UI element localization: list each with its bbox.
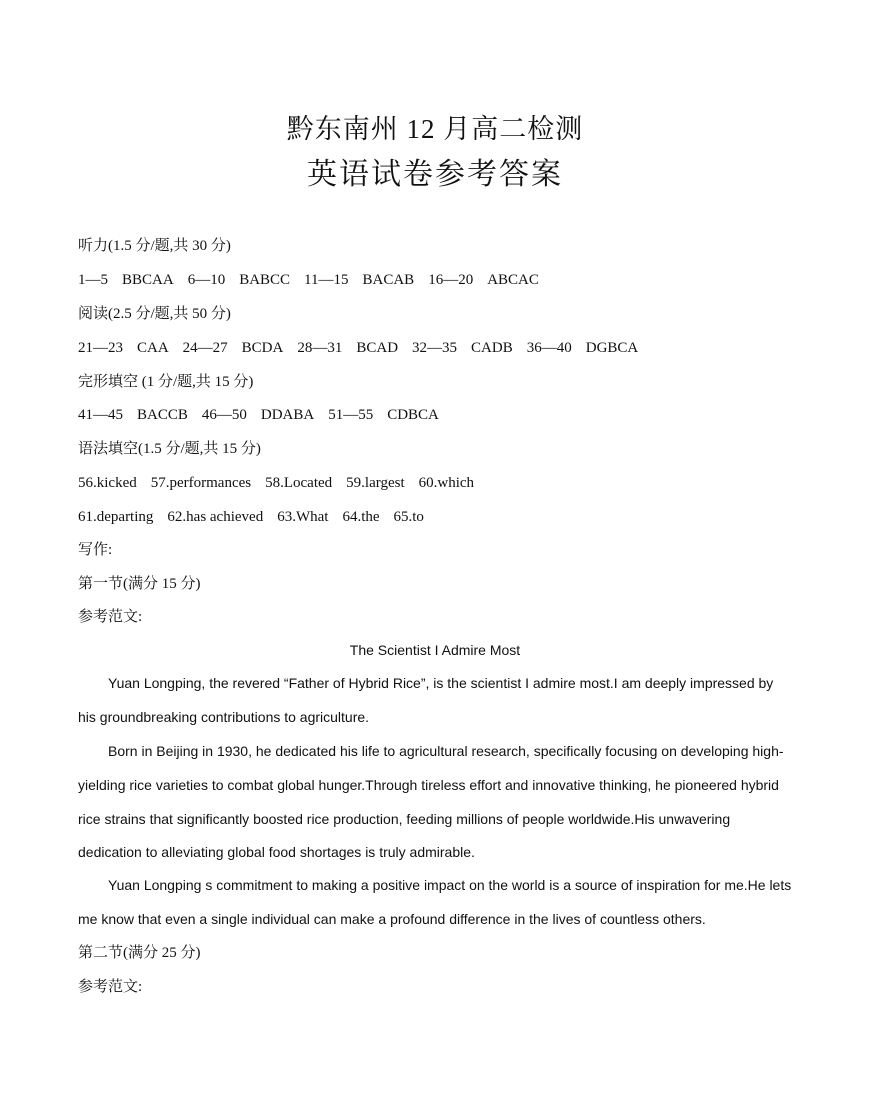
reading-heading: 阅读(2.5 分/题,共 50 分) [78, 306, 231, 322]
grammar-answer: 58.Located [265, 475, 333, 491]
cloze-heading: 完形填空 (1 分/题,共 15 分) [78, 374, 254, 390]
answer-key-title: 英语试卷参考答案 [307, 158, 563, 191]
answer-letters: BCDA [241, 340, 284, 356]
answer-letters: BBCAA [122, 272, 174, 288]
writing-part2-sample-label: 参考范文: [78, 979, 143, 995]
answer-range: 41—45 [78, 407, 123, 423]
answer-range: 32—35 [412, 340, 458, 356]
grammar-answer: 57.performances [150, 475, 252, 491]
answer-range: 36—40 [526, 340, 572, 356]
answer-range: 28—31 [297, 340, 343, 356]
writing-part1-heading: 第一节(满分 15 分) [78, 576, 201, 592]
grammar-answer: 65.to [393, 509, 424, 525]
essay-paragraph-1: Yuan Longping, the revered “Father of Hybrid Rice”, is the scientist I admire most.I am deeply impressed by his groundbreaking contributions to agriculture. [78, 675, 774, 725]
answer-letters: CADB [471, 340, 513, 356]
answer-range: 1—5 [78, 272, 108, 288]
answer-letters: BABCC [239, 272, 291, 288]
listening-heading: 听力(1.5 分/题,共 30 分) [78, 238, 231, 254]
answer-letters: CDBCA [387, 407, 439, 423]
answer-range: 46—50 [201, 407, 247, 423]
exam-title: 黔东南州 12 月高二检测 [286, 114, 584, 144]
writing-heading: 写作: [78, 542, 113, 558]
answer-range: 16—20 [428, 272, 474, 288]
answer-letters: BCAD [356, 340, 399, 356]
answer-range: 21—23 [78, 340, 123, 356]
grammar-answer: 62.has achieved [167, 509, 264, 525]
answer-range: 24—27 [182, 340, 228, 356]
answer-letters: BACAB [362, 272, 415, 288]
grammar-answers-row-1 [78, 473, 474, 493]
grammar-answer: 64.the [342, 509, 380, 525]
essay-paragraph-2: Born in Beijing in 1930, he dedicated his life to agricultural research, specifically focusing on developing high-yielding rice varieties to combat global hunger.Through tireless effort and innovative thinking, he pioneered hybrid rice strains that significantly boosted rice production, feeding millions of people worldwide.His unwavering dedication to alleviating global food shortages is truly admirable. [78, 743, 784, 861]
cloze-answers [78, 405, 439, 425]
answer-range: 51—55 [328, 407, 374, 423]
grammar-answer: 60.which [418, 475, 475, 491]
grammar-answer: 56.kicked [78, 475, 137, 491]
answer-letters: DDABA [260, 407, 315, 423]
answer-range: 11—15 [304, 272, 349, 288]
writing-part1-sample-label: 参考范文: [78, 609, 143, 625]
grammar-answer: 59.largest [346, 475, 405, 491]
grammar-answers-row-2 [78, 507, 424, 527]
grammar-answer: 61.departing [78, 509, 154, 525]
reading-answers [78, 338, 638, 358]
answer-range: 6—10 [187, 272, 226, 288]
answer-letters: ABCAC [487, 272, 539, 288]
listening-answers [78, 270, 539, 290]
essay-title: The Scientist I Admire Most [349, 642, 521, 658]
answer-letters: CAA [137, 340, 169, 356]
writing-part2-heading: 第二节(满分 25 分) [78, 945, 201, 961]
essay-paragraph-3: Yuan Longping s commitment to making a positive impact on the world is a source of inspiration for me.He lets me know that even a single individual can make a profound difference in the lives of countless others. [78, 877, 792, 927]
grammar-heading: 语法填空(1.5 分/题,共 15 分) [78, 441, 261, 457]
grammar-answer: 63.What [277, 509, 329, 525]
answer-letters: DGBCA [585, 340, 639, 356]
answer-letters: BACCB [137, 407, 188, 423]
